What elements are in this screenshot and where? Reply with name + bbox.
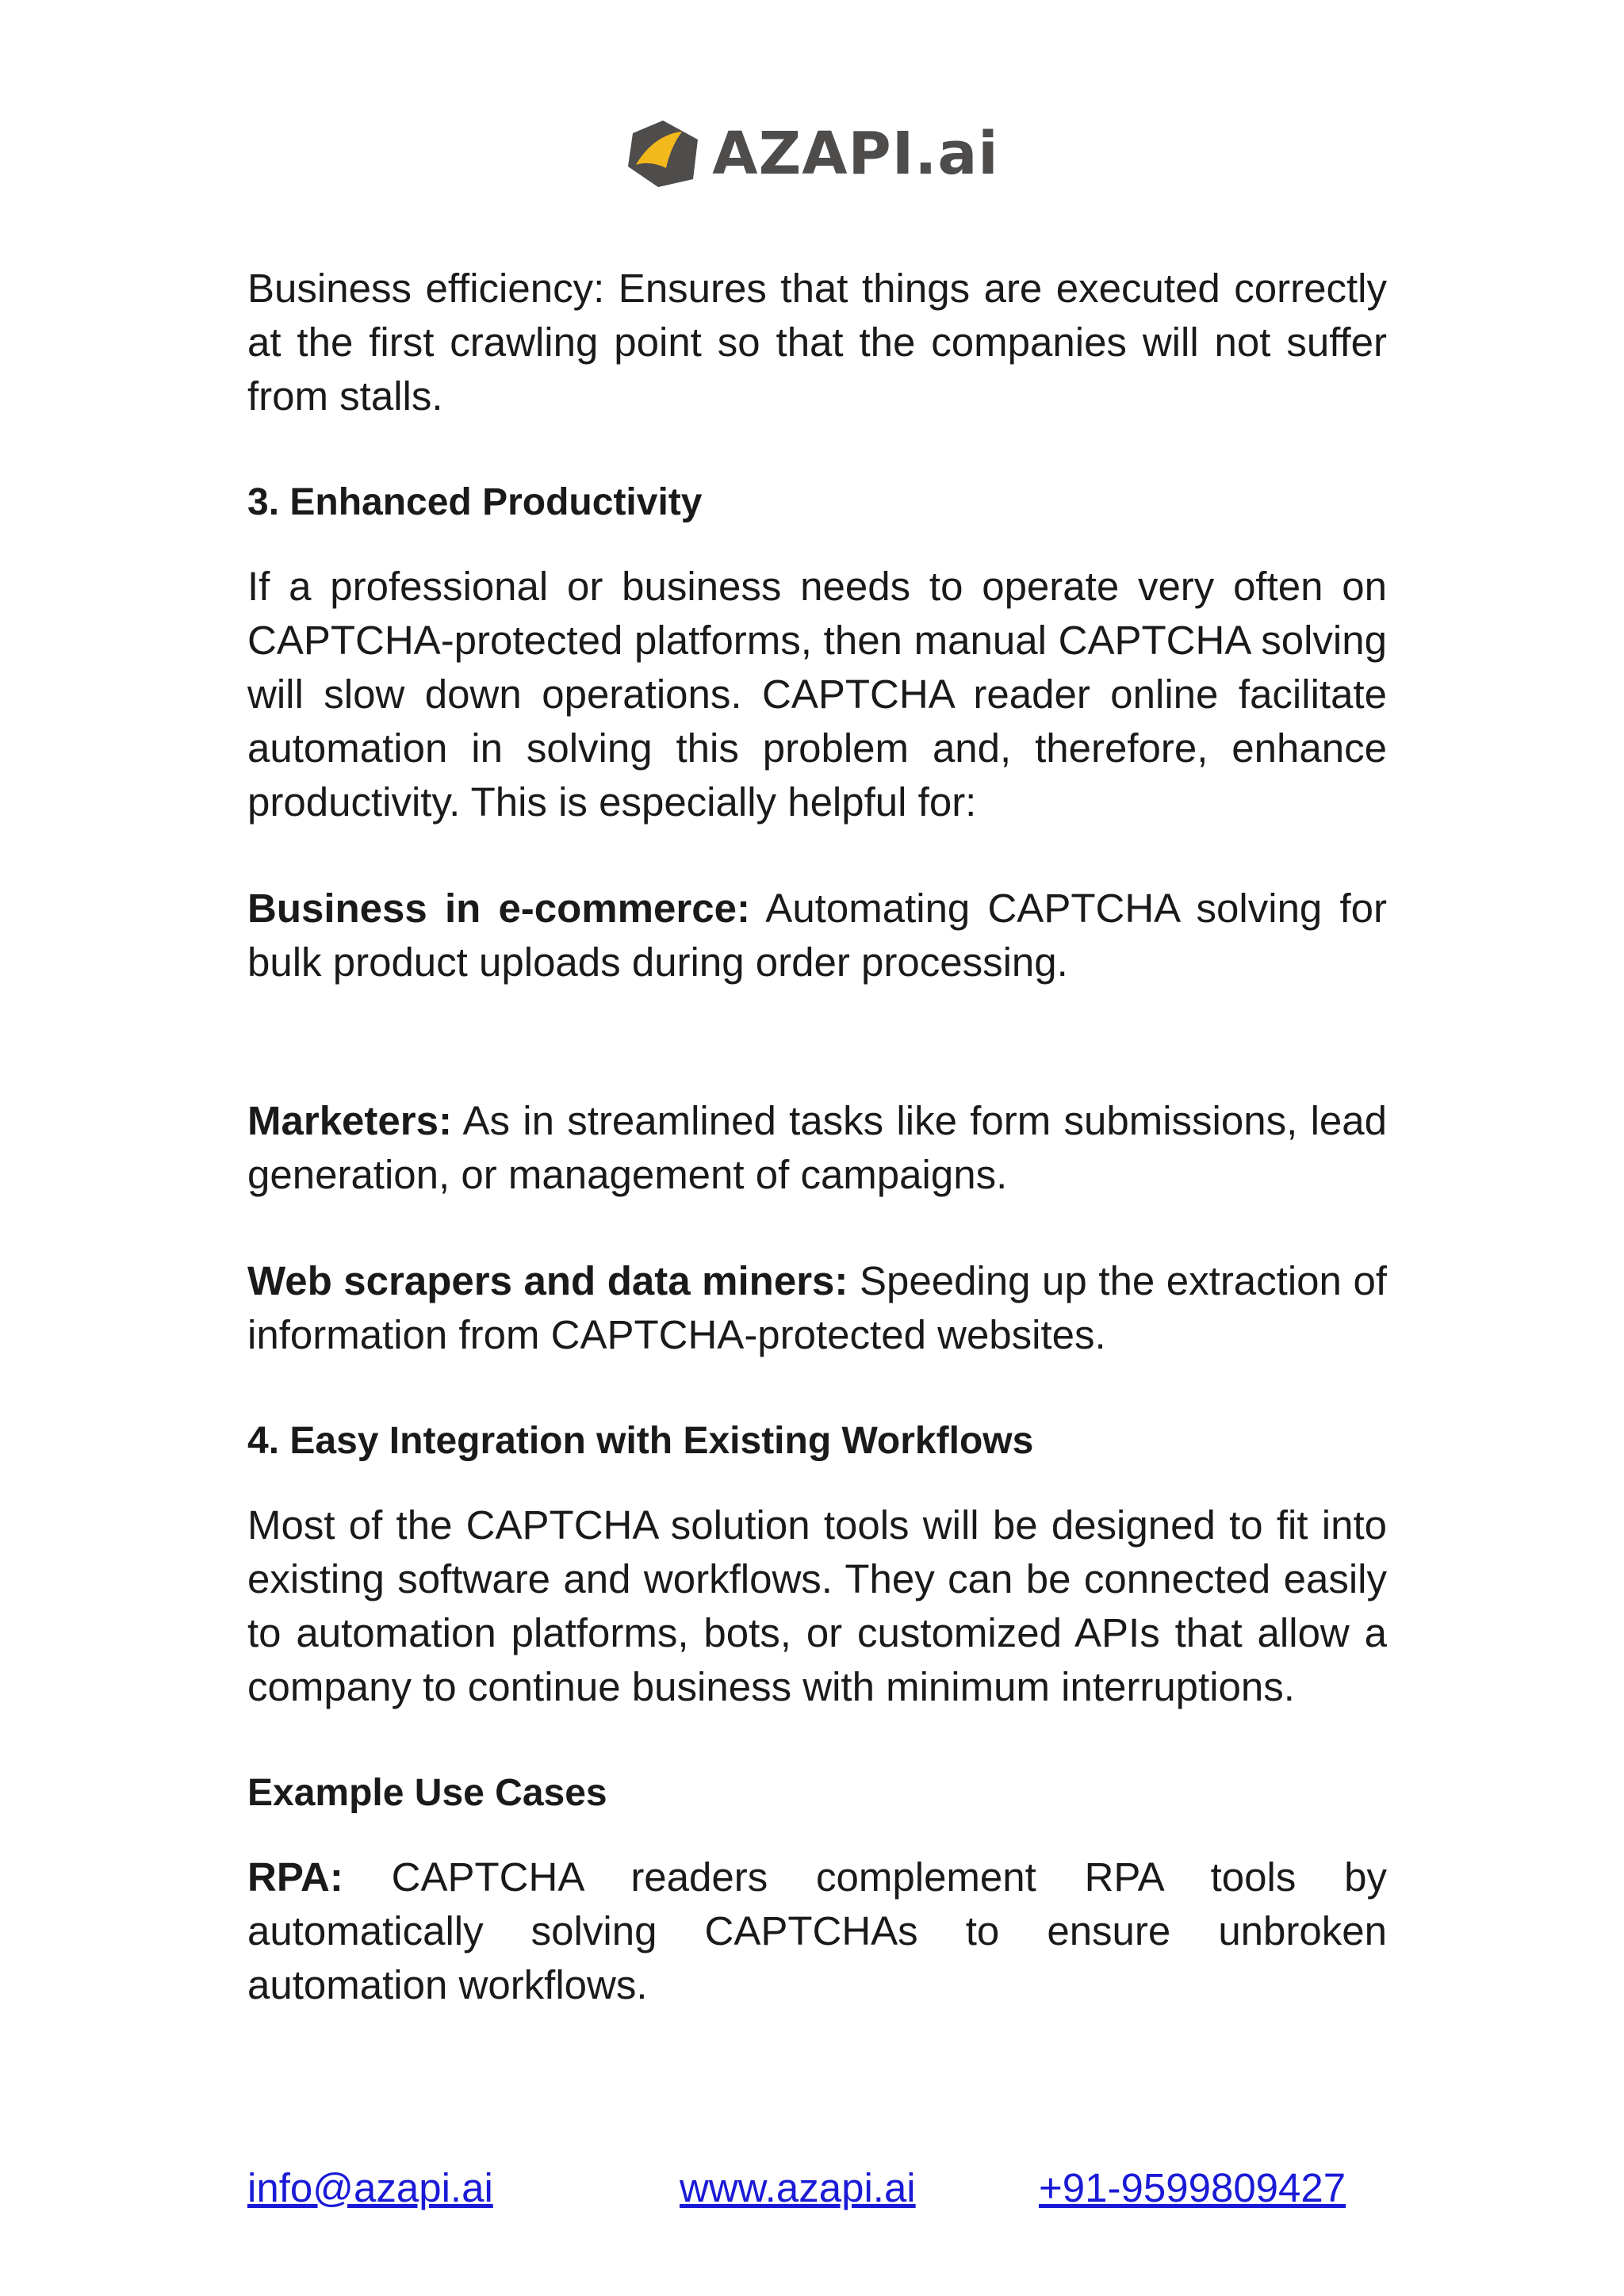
use-cases-heading: Example Use Cases [247,1772,607,1814]
list-item-web-scrapers [247,1254,1387,1362]
list-item-text: As in streamlined tasks like form submissions, lead generation, or management of campaigns. [247,1098,1387,1197]
section-4-heading: 4. Easy Integration with Existing Workflows [247,1420,1034,1462]
list-item-label: Business in e-commerce: [247,886,750,931]
list-item-label: Marketers: [247,1098,452,1143]
document-body [247,262,1387,2012]
list-item-text: CAPTCHA readers complement RPA tools by automatically solving CAPTCHAs to ensure unbroken automation workflows. [247,1854,1387,2007]
section-3-heading: 3. Enhanced Productivity [247,481,703,523]
footer-website-link[interactable]: www.azapi.ai [680,2165,916,2210]
logo [0,119,1624,189]
intro-paragraph: Business efficiency: Ensures that things are executed correctly at the first crawling point so that the companies will not suffer from stalls. [247,266,1387,419]
list-item-ecommerce [247,882,1387,989]
logo-text: AZAPI.ai [712,120,999,188]
list-item-text: Speeding up the extraction of information from CAPTCHA-protected websites. [247,1258,1387,1357]
footer-phone-link[interactable]: +91-9599809427 [1039,2165,1346,2210]
list-item-marketers [247,1094,1387,1202]
list-item-text: Automating CAPTCHA solving for bulk product uploads during order processing. [247,886,1387,985]
footer [0,2160,1624,2216]
list-item-label: RPA: [247,1854,343,1900]
list-item-label: Web scrapers and data miners: [247,1258,848,1303]
section-4-paragraph: Most of the CAPTCHA solution tools will be designed to fit into existing software and workflows. They can be connected easily to automation platforms, bots, or customized APIs that allow a company to continue business with minimum interruptions. [247,1502,1387,1709]
azapi-logo-icon [625,119,701,189]
footer-email-link[interactable]: info@azapi.ai [247,2165,493,2210]
use-case-rpa [247,1850,1387,2012]
section-3-paragraph: If a professional or business needs to operate very often on CAPTCHA-protected platforms, then manual CAPTCHA solving will slow down operations. CAPTCHA reader online facilitate automation in solving this problem and, therefore, enhance productivity. This is especially helpful for: [247,564,1387,825]
